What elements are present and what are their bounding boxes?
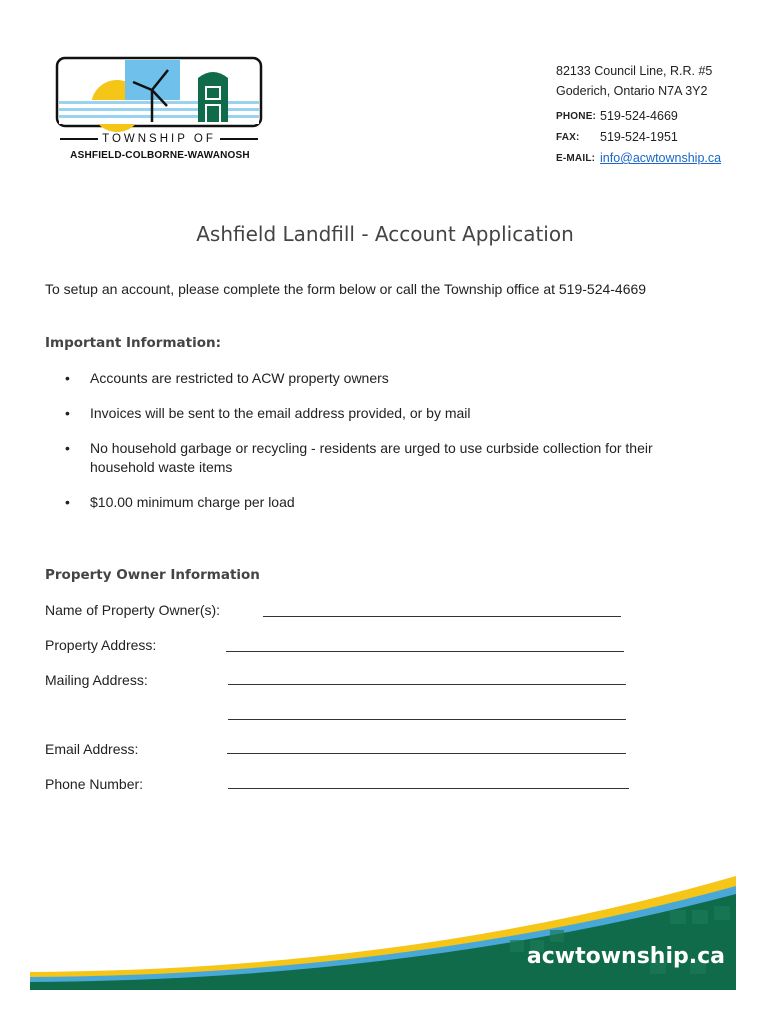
email-address-label: Email Address: [45,741,139,757]
list-item: • Accounts are restricted to ACW property owners [65,370,389,386]
page-title: Ashfield Landfill - Account Application [196,222,574,246]
mailing-address-field-line-2[interactable] [228,719,626,720]
name-field[interactable] [263,616,621,617]
phone-number-field[interactable] [228,788,629,789]
owner-heading: Property Owner Information [45,567,260,583]
mailing-address-field[interactable] [228,684,626,685]
bullet-icon: • [65,405,70,421]
bullet-icon: • [65,494,70,510]
important-heading: Important Information: [45,335,221,351]
intro-text: To setup an account, please complete the form below or call the Township office at 519-524-4669 [45,281,647,297]
property-address-field[interactable] [226,651,624,652]
address-line-1: 82133 Council Line, R.R. #5 [556,64,713,78]
logo-municipality-name: ASHFIELD-COLBORNE-WAWANOSH [70,150,250,161]
property-address-label: Property Address: [45,637,157,653]
name-label: Name of Property Owner(s): [45,602,221,618]
bullet-icon: • [65,440,70,456]
logo-township-text: TOWNSHIP OF [55,133,263,145]
list-item: • $10.00 minimum charge per load [65,494,295,510]
bullet-icon: • [65,370,70,386]
list-item: • No household garbage or recycling - residents are urged to use curbside collection for their household waste items [65,440,653,475]
phone-number-label: Phone Number: [45,776,144,792]
fax-value: 519-524-1951 [600,130,678,144]
barn-icon [198,72,228,122]
mailing-address-label: Mailing Address: [45,672,148,688]
footer-website: acwtownship.ca [526,944,725,969]
email-address-field[interactable] [227,753,626,754]
address-line-2: Goderich, Ontario N7A 3Y2 [556,84,708,98]
fax-label: FAX: [556,132,580,143]
email-label: E-MAIL: [556,153,596,164]
phone-label: PHONE: [556,111,597,122]
footer-banner [30,860,740,990]
email-link[interactable]: info@acwtownship.ca [600,151,722,165]
phone-value: 519-524-4669 [600,109,678,123]
list-item: • Invoices will be sent to the email address provided, or by mail [65,405,471,421]
